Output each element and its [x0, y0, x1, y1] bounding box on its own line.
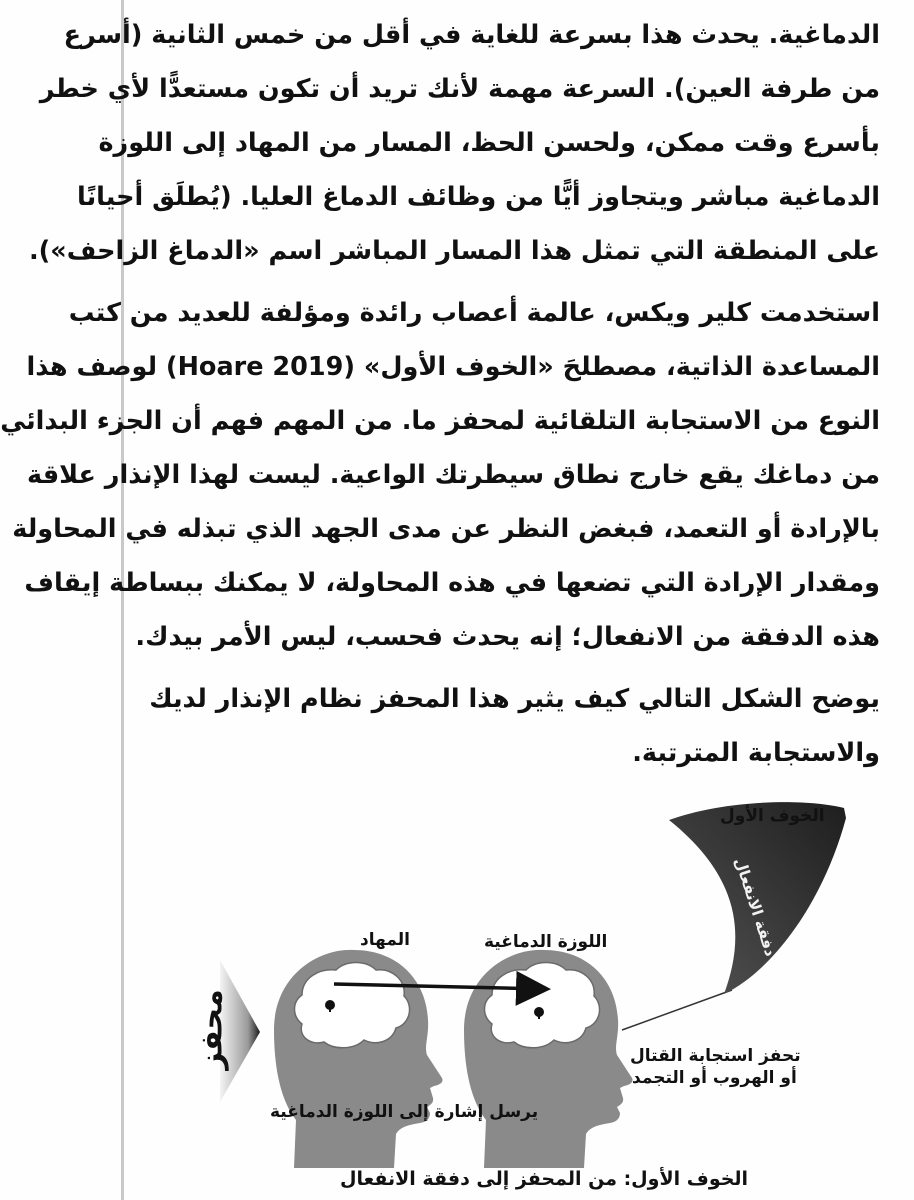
text-line: الدماغية مباشر ويتجاوز أيًّا من وظائف الدماغ العليا. (يُطلَق أحيانًا — [77, 182, 880, 212]
paragraph-1 — [28, 8, 880, 278]
text-line: بالإرادة أو التعمد، فبغض النظر عن مدى الجهد الذي تبذله في المحاولة — [12, 514, 880, 544]
text-line: بأسرع وقت ممكن، ولحسن الحظ، المسار من المهاد إلى اللوزة — [98, 128, 880, 158]
text-line: يوضح الشكل التالي كيف يثير هذا المحفز نظام الإنذار لديك — [149, 684, 880, 714]
text-line: ومقدار الإرادة التي تضعها في هذه المحاولة، لا يمكنك ببساطة إيقاف — [24, 568, 880, 598]
response-label-line2: أو الهروب أو التجمد — [632, 1068, 797, 1088]
text-line: استخدمت كلير ويكس، عالمة أعصاب رائدة ومؤلفة للعديد من كتب — [68, 298, 880, 328]
text-line: من طرفة العين). السرعة مهمة لأنك تريد أن تكون مستعدًّا لأي خطر — [39, 74, 880, 104]
text-line: على المنطقة التي تمثل هذا المسار المباشر اسم «الدماغ الزاحف»). — [28, 236, 880, 266]
first-fear-figure — [124, 780, 914, 1200]
response-label-line1: تحفز استجابة القتال — [630, 1046, 801, 1066]
paragraph-3 — [150, 672, 880, 780]
figure-drawing — [124, 780, 914, 1200]
figure-caption: الخوف الأول: من المحفز إلى دفقة الانفعال — [340, 1168, 749, 1190]
text-line: الدماغية. يحدث هذا بسرعة للغاية في أقل من خمس الثانية (أسرع — [63, 20, 880, 50]
paragraph-2 — [0, 286, 880, 664]
body-text — [0, 8, 880, 780]
amygdala-label: اللوزة الدماغية — [484, 932, 608, 952]
head-thalamus — [274, 950, 443, 1168]
text-line: والاستجابة المترتبة. — [632, 738, 880, 768]
text-line: من دماغك يقع خارج نطاق سيطرتك الواعية. ليست لهذا الإنذار علاقة — [26, 460, 880, 490]
first-fear-label: الخوف الأول — [720, 806, 825, 826]
text-line: هذه الدفقة من الانفعال؛ إنه يحدث فحسب، ليس الأمر بيدك. — [135, 622, 880, 652]
head-amygdala — [464, 950, 633, 1168]
signal-label: يرسل إشارة إلى اللوزة الدماغية — [270, 1102, 539, 1122]
connector-line — [622, 990, 732, 1030]
text-line: النوع من الاستجابة التلقائية لمحفز ما. من المهم فهم أن الجزء البدائي — [0, 406, 880, 436]
text-line: المساعدة الذاتية، مصطلحَ «الخوف الأول» (Hoare 2019) لوصف هذا — [26, 352, 880, 382]
emotion-surge-label: دفقة الانفعال — [730, 855, 780, 959]
stimulus-label: محفز — [194, 989, 230, 1070]
thalamus-label: المهاد — [360, 930, 410, 950]
